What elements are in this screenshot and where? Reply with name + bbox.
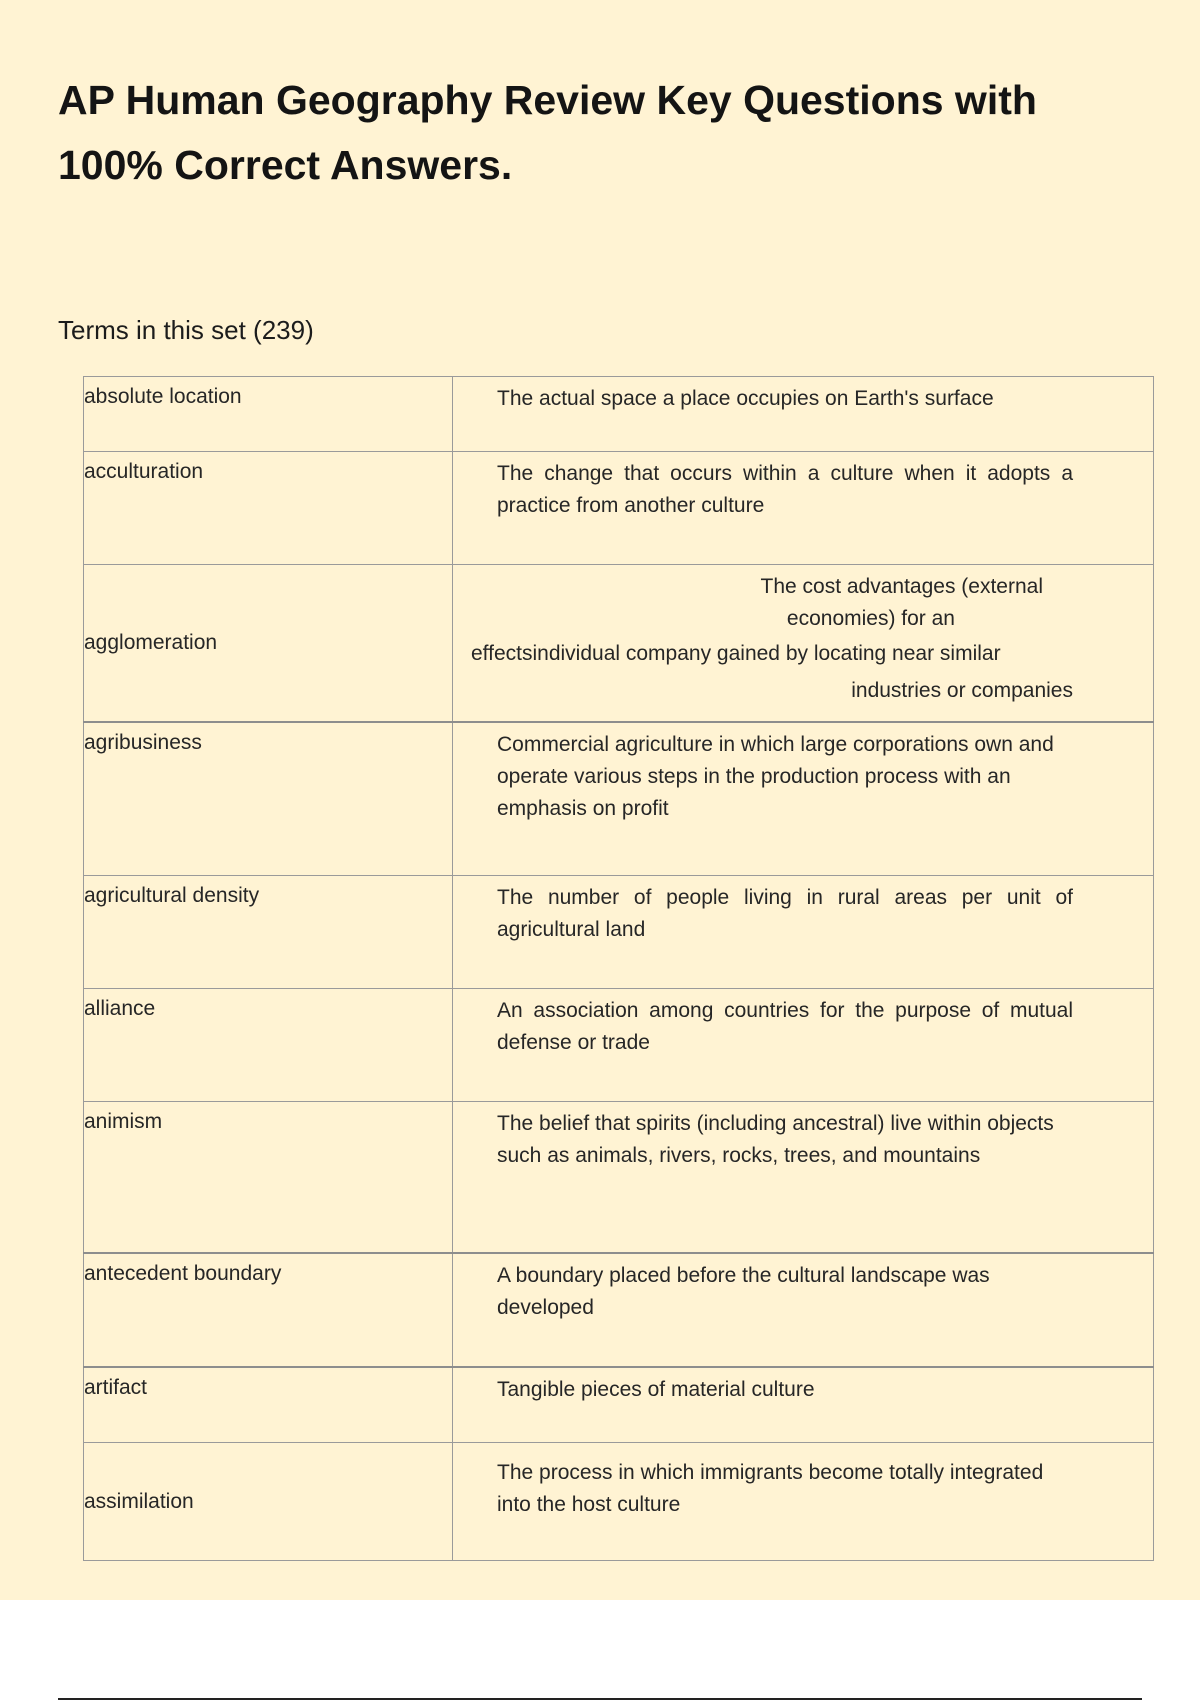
- table-row: [84, 722, 1154, 876]
- table-row: [84, 1102, 1154, 1254]
- term-cell: agribusiness: [84, 722, 453, 876]
- term-cell: acculturation: [84, 452, 453, 565]
- table-row: [84, 452, 1154, 565]
- definition-cell: [453, 565, 1154, 723]
- term-cell: absolute location: [84, 377, 453, 452]
- definition-cell: An association among countries for the purpose of mutual defense or trade: [453, 989, 1154, 1102]
- table-row: [84, 377, 1154, 452]
- terms-table: [83, 376, 1154, 1561]
- definition-cell: The process in which immigrants become totally integrated into the host culture: [453, 1443, 1154, 1561]
- term-cell: agricultural density: [84, 876, 453, 989]
- definition-cell: Tangible pieces of material culture: [453, 1367, 1154, 1443]
- definition-line: industries or companies: [851, 679, 1073, 702]
- definition-line: effectsindividual company gained by locating near similar: [471, 642, 1001, 665]
- table-row: [84, 1443, 1154, 1561]
- term-cell: animism: [84, 1102, 453, 1254]
- definition-cell: A boundary placed before the cultural landscape was developed: [453, 1253, 1154, 1367]
- table-row: [84, 1367, 1154, 1443]
- terms-count-label: Terms in this set (239): [58, 315, 314, 345]
- term-cell: agglomeration: [84, 565, 453, 723]
- term-cell: alliance: [84, 989, 453, 1102]
- term-cell: artifact: [84, 1367, 453, 1443]
- table-row: [84, 989, 1154, 1102]
- page-title: AP Human Geography Review Key Questions with 100% Correct Answers.: [58, 77, 1037, 188]
- definition-line: economies) for an: [786, 607, 955, 630]
- definition-line: The cost advantages (external: [760, 575, 1043, 598]
- term-cell: assimilation: [84, 1443, 453, 1561]
- term-cell: antecedent boundary: [84, 1253, 453, 1367]
- definition-cell: The change that occurs within a culture when it adopts a practice from another culture: [453, 452, 1154, 565]
- definition-cell: The belief that spirits (including ancestral) live within objects such as animals, rivers, rocks, trees, and mountains: [453, 1102, 1154, 1254]
- definition-cell: The number of people living in rural areas per unit of agricultural land: [453, 876, 1154, 989]
- table-row: [84, 876, 1154, 989]
- table-row: [84, 565, 1154, 723]
- table-row: [84, 1253, 1154, 1367]
- definition-cell: The actual space a place occupies on Earth's surface: [453, 377, 1154, 452]
- definition-cell: Commercial agriculture in which large corporations own and operate various steps in the production process with an emphasis on profit: [453, 722, 1154, 876]
